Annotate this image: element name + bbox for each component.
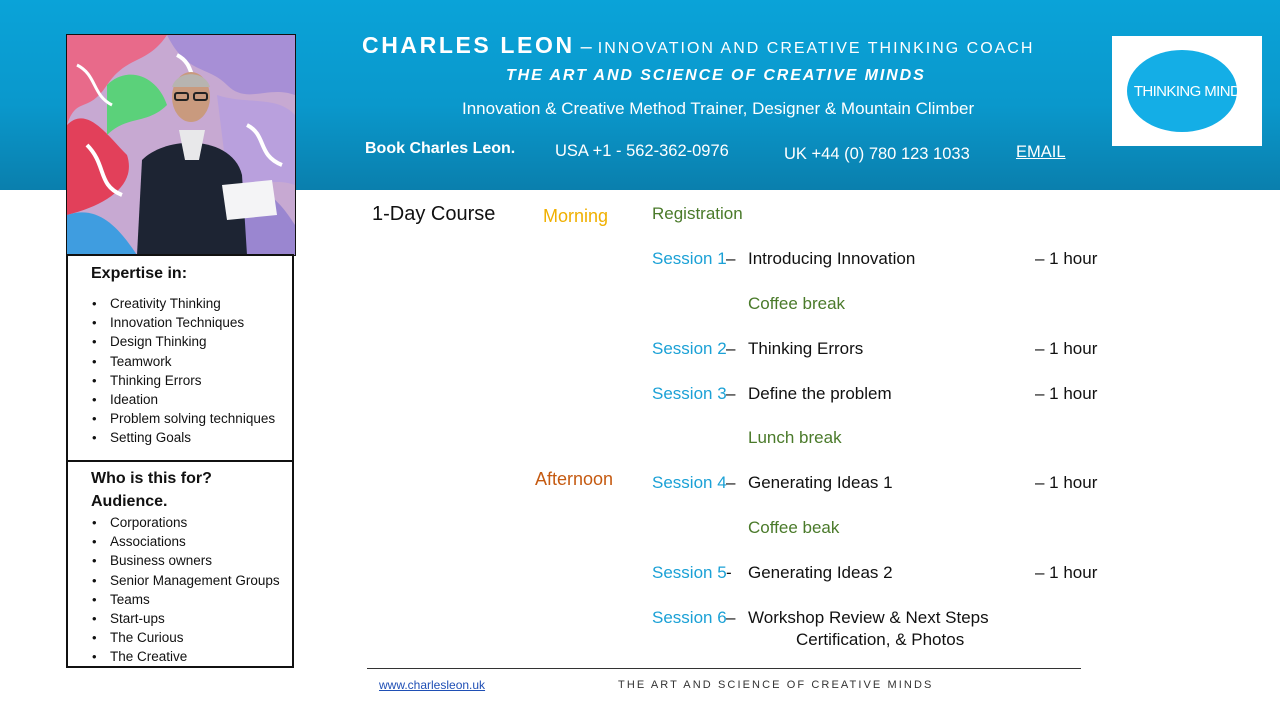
registration-label: Registration (652, 204, 743, 223)
session-6-label: Session 6 (652, 608, 727, 627)
audience-item: • Start-ups (92, 609, 280, 628)
header-tagline: THE ART AND SCIENCE OF CREATIVE MINDS (506, 67, 926, 84)
session-6-title-line2: Certification, & Photos (796, 630, 965, 649)
thinking-mind-logo (1112, 36, 1262, 146)
session-4-title: Generating Ideas 1 (748, 473, 893, 492)
session-4-sep: – (726, 473, 736, 492)
session-3-label: Session 3 (652, 384, 727, 403)
lunch-break: Lunch break (748, 428, 842, 447)
audience-item: • Associations (92, 532, 280, 551)
expertise-heading: Expertise in: (91, 265, 188, 282)
footer-tagline: THE ART AND SCIENCE OF CREATIVE MINDS (618, 679, 934, 691)
session-4-duration: – 1 hour (1035, 473, 1098, 492)
coffee-break-1: Coffee break (748, 294, 846, 313)
expertise-item: • Setting Goals (92, 428, 275, 447)
audience-item: • Teams (92, 590, 280, 609)
audience-item: • The Curious (92, 628, 280, 647)
session-5-duration: – 1 hour (1035, 563, 1098, 582)
header-title (362, 32, 1034, 59)
expertise-item: • Thinking Errors (92, 371, 275, 390)
audience-item: • Senior Management Groups (92, 571, 280, 590)
header-subtitle: Innovation & Creative Method Trainer, Designer & Mountain Climber (462, 99, 975, 118)
session-2-duration: – 1 hour (1035, 339, 1098, 358)
audience-item: • Business owners (92, 551, 280, 570)
coffee-break-2: Coffee beak (748, 518, 840, 537)
presenter-photo (66, 34, 296, 256)
session-1-duration: – 1 hour (1035, 249, 1098, 268)
session-2-label: Session 2 (652, 339, 727, 358)
expertise-item: • Problem solving techniques (92, 409, 275, 428)
expertise-item: • Design Thinking (92, 332, 275, 351)
uk-phone: UK +44 (0) 780 123 1033 (784, 145, 970, 163)
expertise-box (66, 254, 294, 462)
expertise-item: • Innovation Techniques (92, 313, 275, 332)
audience-subheading: Audience. (91, 493, 168, 510)
session-5-title: Generating Ideas 2 (748, 563, 893, 582)
expertise-item: • Creativity Thinking (92, 294, 275, 313)
afternoon-label: Afternoon (535, 469, 614, 489)
audience-list (92, 513, 280, 667)
expertise-list (92, 294, 275, 448)
session-6-title: Workshop Review & Next Steps (748, 608, 989, 627)
email-link[interactable]: EMAIL (1016, 143, 1066, 161)
session-1-label: Session 1 (652, 249, 727, 268)
session-3-title: Define the problem (748, 384, 892, 403)
logo-text: THINKING MIND (1133, 83, 1241, 100)
presenter-role: INNOVATION AND CREATIVE THINKING COACH (597, 40, 1035, 57)
session-1-title: Introducing Innovation (748, 249, 916, 268)
session-2-title: Thinking Errors (748, 339, 864, 358)
book-label: Book Charles Leon. (365, 140, 516, 157)
session-1-sep: – (726, 249, 736, 268)
course-title: 1-Day Course (372, 203, 496, 225)
footer-divider (367, 668, 1081, 669)
audience-heading: Who is this for? (91, 470, 212, 487)
presenter-name: CHARLES LEON (362, 32, 575, 58)
audience-item: • Corporations (92, 513, 280, 532)
session-6-sep: – (726, 608, 736, 627)
session-5-sep: - (726, 563, 732, 582)
morning-label: Morning (543, 206, 609, 226)
session-2-sep: – (726, 339, 736, 358)
title-dash: – (580, 36, 592, 58)
session-5-label: Session 5 (652, 563, 727, 582)
expertise-item: • Ideation (92, 390, 275, 409)
session-3-duration: – 1 hour (1035, 384, 1098, 403)
session-4-label: Session 4 (652, 473, 727, 492)
session-3-sep: – (726, 384, 736, 403)
audience-box (66, 460, 294, 668)
website-link[interactable]: www.charlesleon.uk (379, 678, 486, 692)
expertise-item: • Teamwork (92, 352, 275, 371)
audience-item: • The Creative (92, 647, 280, 666)
usa-phone: USA +1 - 562-362-0976 (555, 142, 729, 160)
